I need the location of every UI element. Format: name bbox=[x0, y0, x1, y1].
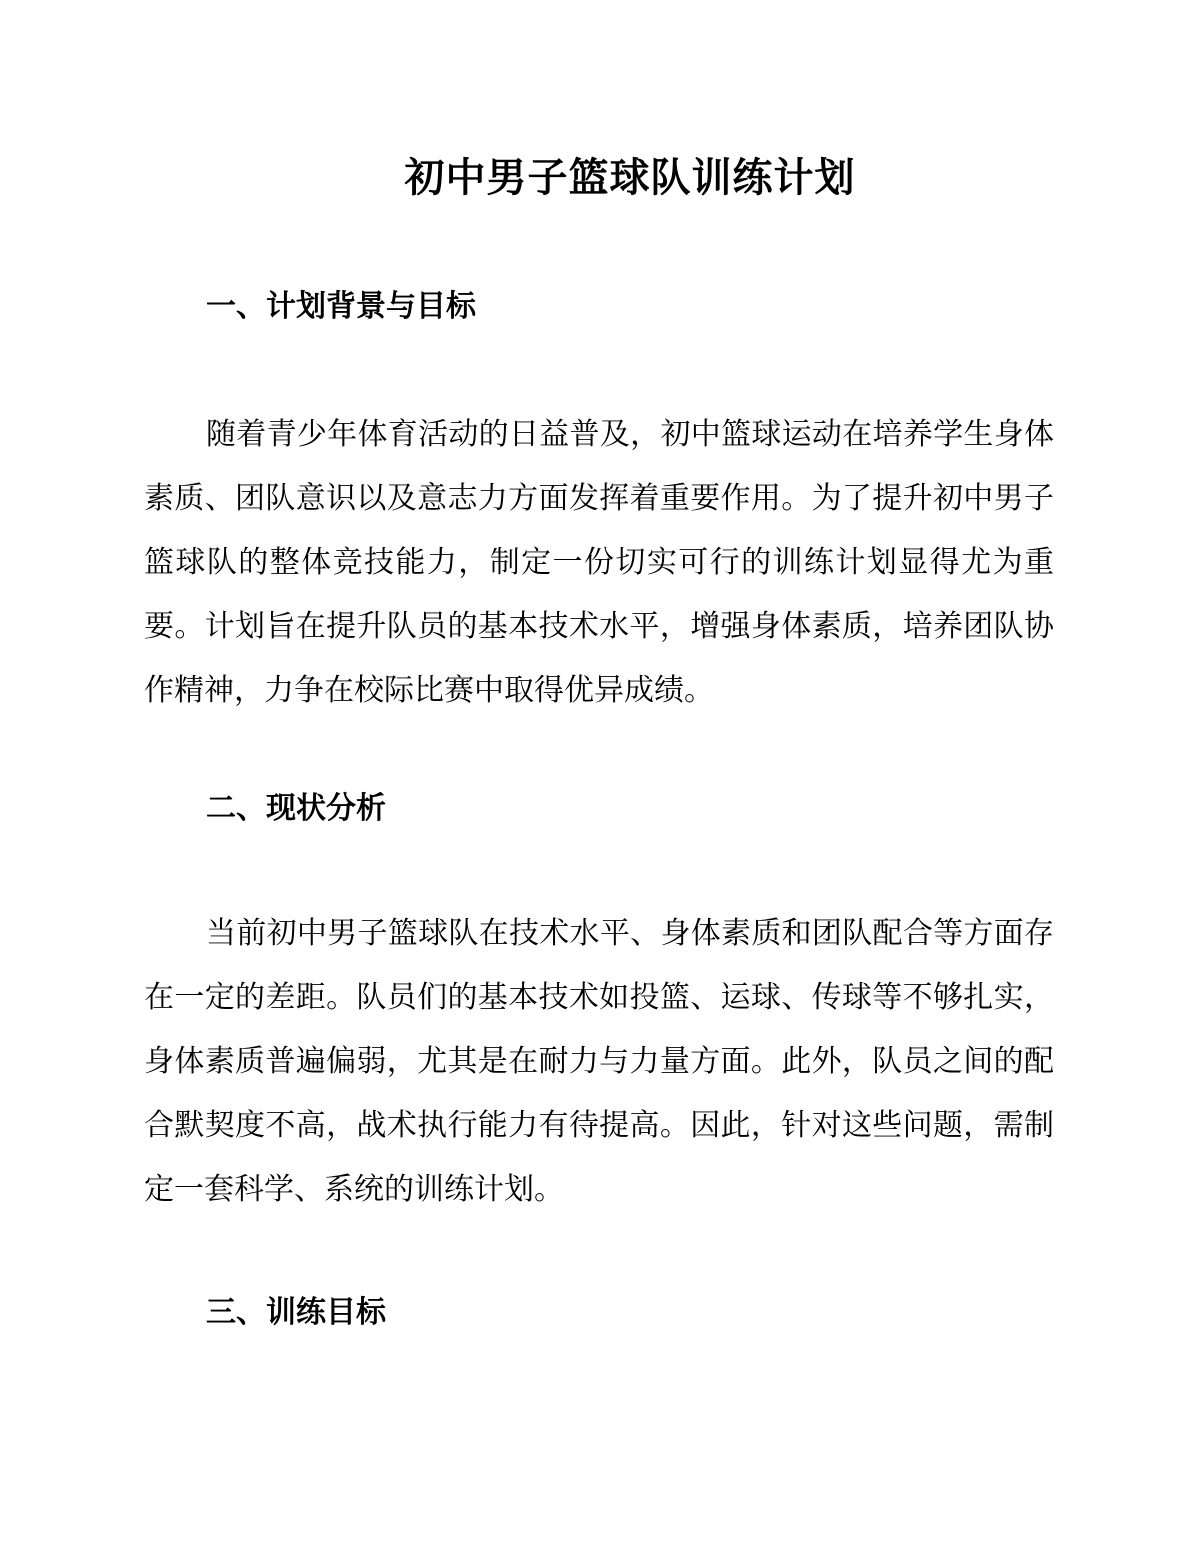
section-paragraph-analysis: 当前初中男子篮球队在技术水平、身体素质和团队配合等方面存在一定的差距。队员们的基本技术如投篮、运球、传球等不够扎实，身体素质普遍偏弱，尤其是在耐力与力量方面。此外，队员之间的配合默契度不高，战术执行能力有待提高。因此，针对这些问题，需制定一套科学、系统的训练计划。 bbox=[144, 916, 1054, 1207]
section-heading-goals: 三、训练目标 bbox=[206, 1295, 386, 1330]
section-heading-analysis: 二、现状分析 bbox=[206, 791, 386, 826]
section-heading-background: 一、计划背景与目标 bbox=[206, 289, 476, 324]
section-paragraph-background: 随着青少年体育活动的日益普及，初中篮球运动在培养学生身体素质、团队意识以及意志力方面发挥着重要作用。为了提升初中男子篮球队的整体竞技能力，制定一份切实可行的训练计划显得尤为重要。计划旨在提升队员的基本技术水平，增强身体素质，培养团队协作精神，力争在校际比赛中取得优异成绩。 bbox=[144, 417, 1054, 708]
document-title: 初中男子篮球队训练计划 bbox=[404, 155, 856, 201]
